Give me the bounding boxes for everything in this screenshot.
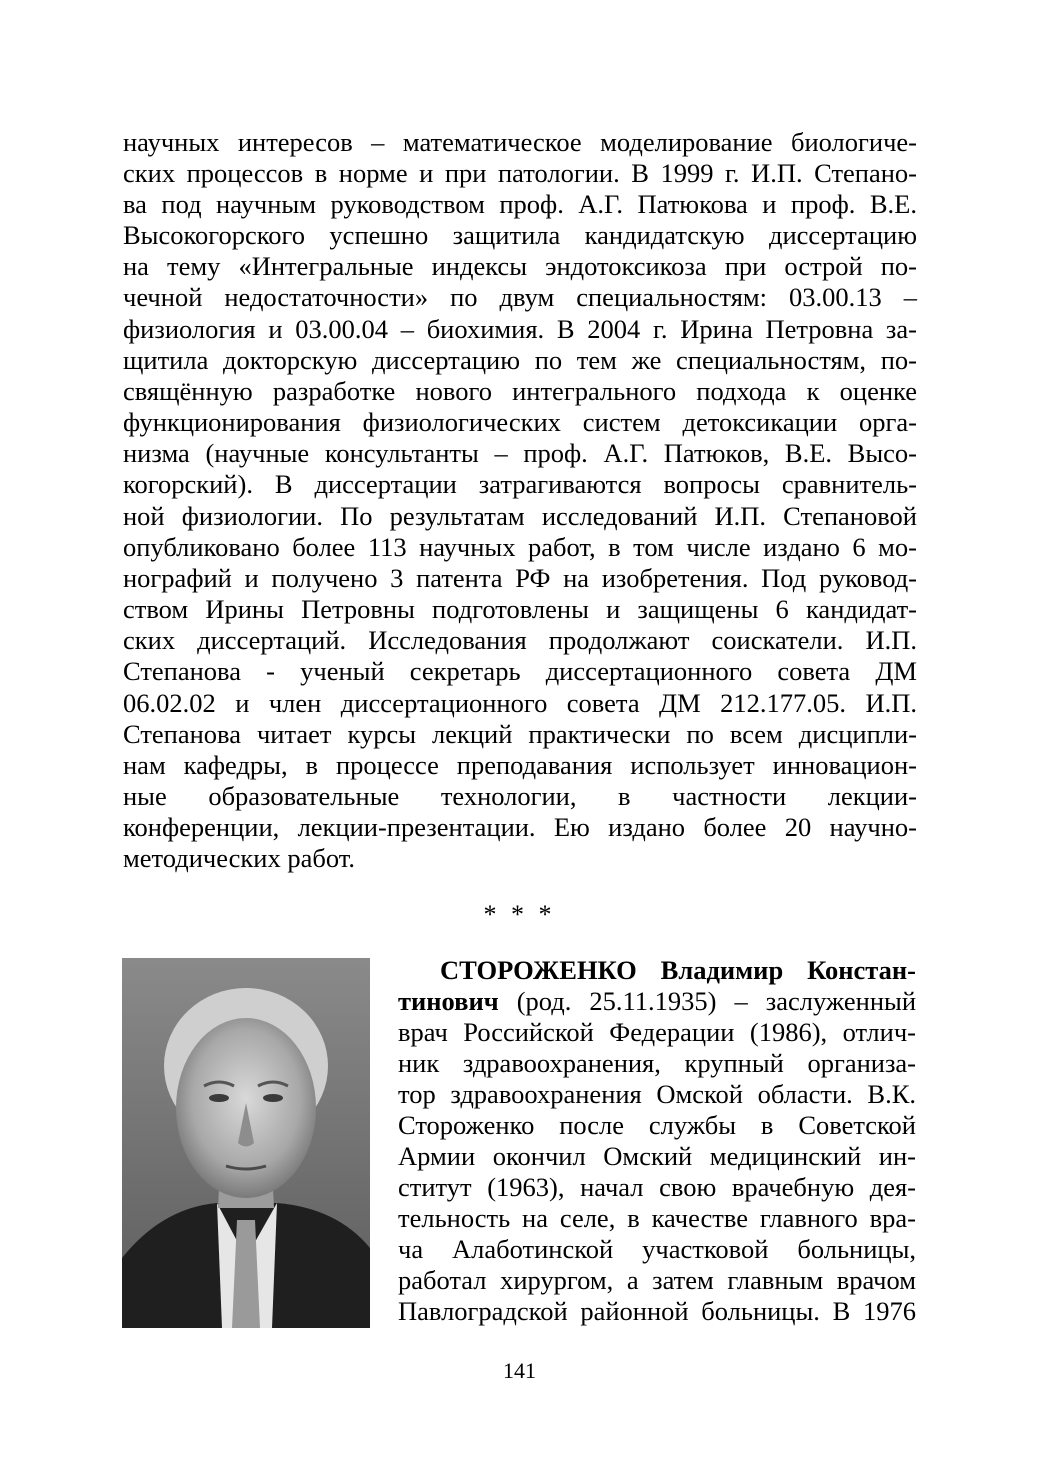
body-line: ные образовательные технологии, в частности лекции- (123, 781, 917, 811)
body-line: нографий и получено 3 патента РФ на изобретения. Под руковод- (123, 563, 917, 593)
body-line: когорский). В диссертации затрагиваются вопросы сравнитель- (123, 469, 917, 499)
entry-patronymic: тинович (398, 986, 499, 1016)
body-line: ством Ирины Петровны подготовлены и защищены 6 кандидат- (123, 594, 917, 624)
portrait-illustration (122, 958, 370, 1328)
body-line: опубликовано более 113 научных работ, в том числе издано 6 мо- (123, 532, 917, 562)
body-line: низма (научные консультанты – проф. А.Г. Патюков, В.Е. Высо- (123, 438, 917, 468)
entry-line: Стороженко после службы в Советской (398, 1110, 916, 1140)
body-line: методических работ. (123, 843, 355, 873)
entry-line: работал хирургом, а затем главным врачом (398, 1265, 916, 1295)
entry-line: ча Алаботинской участковой больницы, (398, 1234, 916, 1264)
entry-line (398, 986, 916, 1017)
body-line: ских диссертаций. Исследования продолжают соискатели. И.П. (123, 625, 917, 655)
body-line: ва под научным руководством проф. А.Г. Патюкова и проф. В.Е. (123, 189, 917, 219)
body-line: научных интересов – математическое моделирование биологиче- (123, 127, 917, 157)
entry-line: тор здравоохранения Омской области. В.К. (398, 1079, 916, 1109)
body-line: щитила докторскую диссертацию по тем же специальностям, по- (123, 345, 917, 375)
entry-line: Армии окончил Омский медицинский ин- (398, 1141, 916, 1171)
body-line: ной физиологии. По результатам исследований И.П. Степановой (123, 501, 917, 531)
entry-line: тельность на селе, в качестве главного вра- (398, 1203, 916, 1233)
body-line: на тему «Интегральные индексы эндотоксикоза при острой по- (123, 251, 917, 281)
body-line: конференции, лекции-презентации. Ею издано более 20 научно- (123, 812, 917, 842)
entry-name-heading: СТОРОЖЕНКО Владимир Констан- (440, 955, 916, 985)
body-line: 06.02.02 и член диссертационного совета ДМ 212.177.05. И.П. (123, 688, 917, 718)
body-line: чечной недостаточности» по двум специальностям: 03.00.13 – (123, 282, 917, 312)
portrait-photo (122, 958, 370, 1328)
body-line: функционирования физиологических систем детоксикации орга- (123, 407, 917, 437)
body-line: Степанова - ученый секретарь диссертационного совета ДМ (123, 656, 917, 686)
entry-birth-info: (род. 25.11.1935) – заслуженный (498, 986, 916, 1016)
body-line: физиология и 03.00.04 – биохимия. В 2004 г. Ирина Петровна за- (123, 314, 917, 344)
entry-line: ник здравоохранения, крупный организа- (398, 1048, 916, 1078)
page-number: 141 (503, 1358, 536, 1383)
entry-line: врач Российской Федерации (1986), отлич- (398, 1017, 916, 1047)
body-line: Степанова читает курсы лекций практически по всем дисципли- (123, 719, 917, 749)
entry-line: ститут (1963), начал свою врачебную дея- (398, 1172, 916, 1202)
section-separator: * * * (483, 900, 556, 929)
entry-line: Павлоградской районной больницы. В 1976 (398, 1296, 916, 1326)
body-line: ских процессов в норме и при патологии. В 1999 г. И.П. Степано- (123, 158, 917, 188)
body-line: Высокогорского успешно защитила кандидатскую диссертацию (123, 220, 917, 250)
body-line: нам кафедры, в процессе преподавания использует инновацион- (123, 750, 917, 780)
body-line: свящённую разработке нового интегрального подхода к оценке (123, 376, 917, 406)
